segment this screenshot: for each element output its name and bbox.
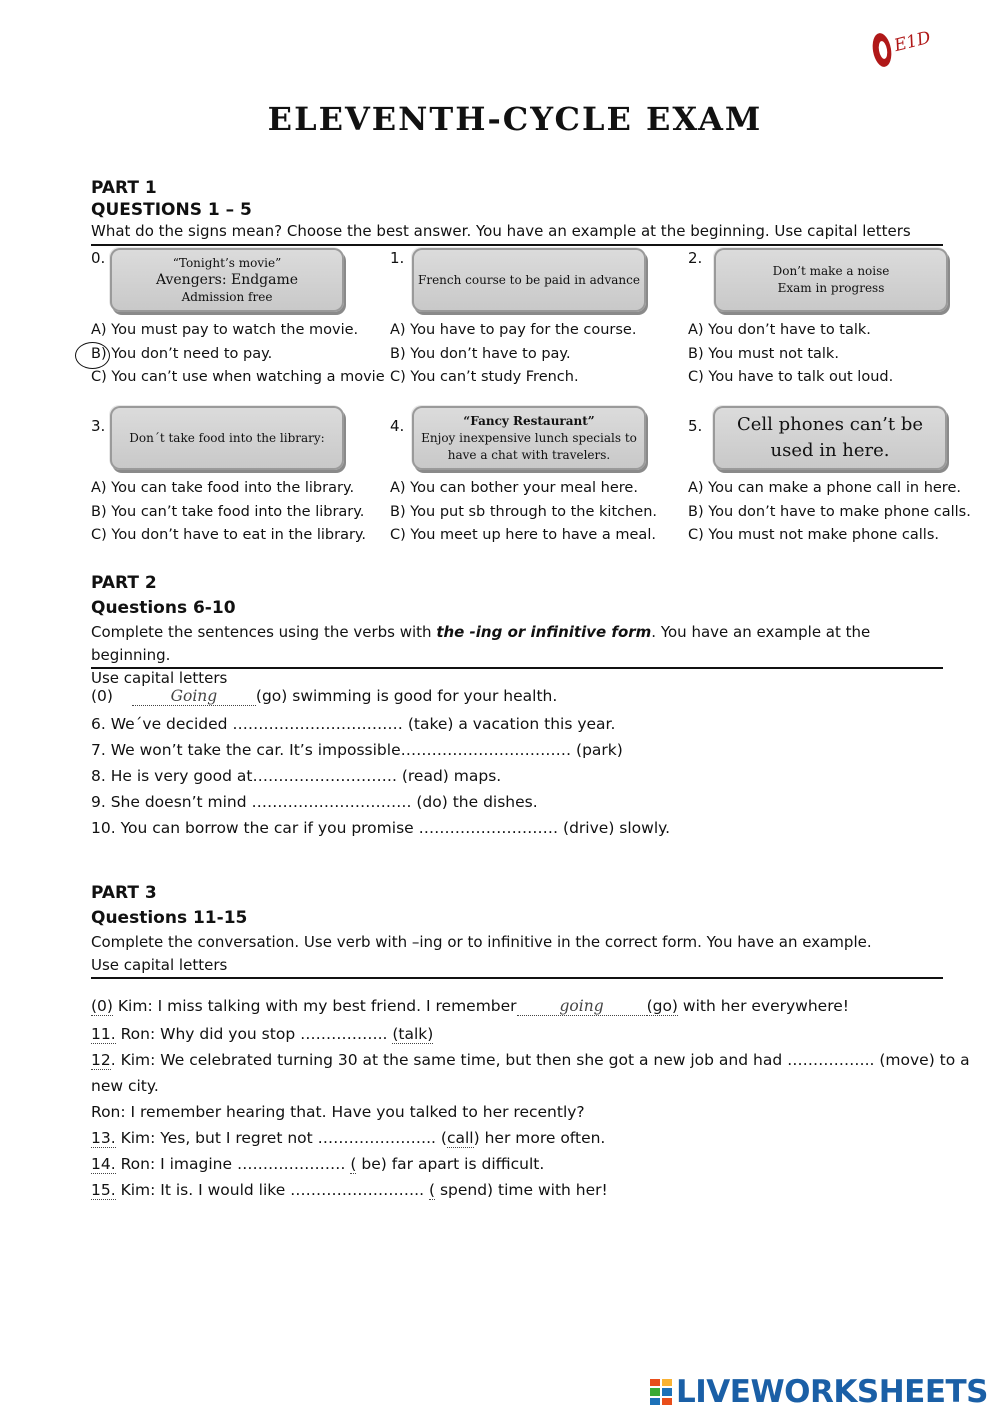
instr-text: . You have an example at the beginning. [91, 623, 871, 664]
sign-text: Exam in progress [777, 281, 885, 295]
divider [91, 244, 943, 246]
dialogue-line-ron: Ron: I remember hearing that. Have you talked to her recently? [91, 1103, 585, 1121]
dialogue-text: ) her more often. [473, 1129, 606, 1147]
verb-hint: ( [428, 1181, 436, 1199]
part2-instructions [91, 621, 941, 690]
verb-hint: ( [350, 1155, 357, 1173]
sign-4 [412, 406, 646, 470]
option-list [390, 477, 657, 548]
part2-subheading: Questions 6-10 [91, 598, 236, 618]
question-number: 1. [390, 249, 405, 267]
brand-name: LIVEWORKSHEETS [676, 1374, 988, 1410]
option-a[interactable]: A) You can bother your meal here. [390, 480, 638, 496]
liveworksheets-logo[interactable] [650, 1374, 988, 1410]
sign-text: Avengers: Endgame [155, 271, 299, 288]
option-c[interactable]: C) You can’t study French. [390, 369, 579, 385]
verb-hint: (talk) [392, 1025, 434, 1043]
dialogue-text: with her everywhere! [677, 997, 849, 1015]
sentence-9[interactable]: 9. She doesn’t mind …………………………. (do) the dishes. [91, 793, 538, 811]
option-list [91, 319, 385, 390]
verb-hint: (move) to a [879, 1051, 970, 1069]
dialogue-text: Kim: I miss talking with my best friend. I remember [112, 997, 517, 1015]
part1-instructions: What do the signs mean? Choose the best answer. You have an example at the beginning. Use capital letters [91, 222, 911, 240]
sign-text: Admission free [181, 289, 273, 304]
option-b[interactable]: B) You don’t need to pay. [91, 345, 273, 362]
dialogue-text: Ron: Why did you stop …………….. [115, 1025, 393, 1043]
dialogue-line-12[interactable] [91, 1051, 970, 1069]
option-a[interactable]: A) You have to pay for the course. [390, 322, 637, 338]
sign-text: used in here. [770, 440, 890, 461]
sentence-8[interactable]: 8. He is very good at………………………. (read) maps. [91, 767, 502, 785]
dialogue-text: Ron: I imagine ………………… [115, 1155, 351, 1173]
divider [91, 667, 943, 669]
sign-text: Don´t take food into the library: [129, 430, 325, 445]
question-number: 0. [91, 249, 106, 267]
dialogue-text: Kim: Yes, but I regret not ………………….. ( [115, 1129, 447, 1147]
option-list [91, 477, 366, 548]
example-text: (go) swimming is good for your health. [255, 687, 558, 705]
line-number: (0) [91, 997, 113, 1015]
option-b[interactable]: B) You don’t have to pay. [390, 345, 571, 362]
instr-emphasis: the -ing or infinitive form [436, 623, 652, 641]
dialogue-line-15[interactable] [91, 1181, 608, 1199]
sign-3 [110, 406, 344, 470]
dialogue-text: . Kim: We celebrated turning 30 at the same time, but then she got a new job and had …………….. [110, 1051, 880, 1069]
question-number: 5. [688, 417, 703, 435]
sentence-10[interactable]: 10. You can borrow the car if you promise ……………………… (drive) slowly. [91, 819, 671, 837]
option-b[interactable]: B) You put sb through to the kitchen. [390, 503, 658, 520]
line-number: 12 [91, 1051, 111, 1069]
option-b[interactable]: B) You must not talk. [688, 345, 839, 362]
verb-hint: (go) [646, 997, 678, 1015]
part1-heading: PART 1 [91, 178, 157, 198]
sentence-6[interactable]: 6. We´ve decided …………………………… (take) a vacation this year. [91, 715, 616, 733]
option-b[interactable]: B) You can’t take food into the library. [91, 503, 365, 520]
liveworksheets-logo-icon [650, 1379, 672, 1405]
question-number: 2. [688, 249, 703, 267]
svg-text:E1D: E1D [892, 27, 933, 57]
example-sentence [91, 687, 557, 706]
option-c[interactable]: C) You don’t have to eat in the library. [91, 527, 367, 543]
line-number: 13. [91, 1129, 116, 1147]
option-c[interactable]: C) You meet up here to have a meal. [390, 527, 656, 543]
sign-text: “Fancy Restaurant” [463, 413, 595, 428]
instr-text: Complete the sentences using the verbs with [91, 623, 437, 641]
part3-heading: PART 3 [91, 883, 157, 903]
example-answer: Going [132, 687, 256, 706]
instr-text: Use capital letters [91, 669, 228, 687]
sign-text: Enjoy inexpensive lunch specials to [421, 430, 637, 445]
example-answer: going [517, 997, 647, 1016]
instr-text: Use capital letters [91, 956, 228, 974]
ce1d-logo [868, 22, 948, 72]
sign-5 [713, 406, 947, 470]
sign-1 [412, 248, 646, 312]
part3-subheading: Questions 11-15 [91, 908, 248, 928]
divider [91, 977, 943, 979]
part3-instructions [91, 931, 941, 977]
option-c[interactable]: C) You can’t use when watching a movie [91, 369, 385, 385]
sign-2 [714, 248, 948, 312]
line-number: 11. [91, 1025, 116, 1043]
option-list [688, 319, 893, 390]
page-title: ELEVENTH-CYCLE EXAM [267, 100, 763, 138]
sign-text: “Tonight’s movie” [172, 255, 282, 270]
part1-subheading: QUESTIONS 1 – 5 [91, 200, 252, 220]
sentence-7[interactable]: 7. We won’t take the car. It’s impossible…………………………… (park) [91, 741, 623, 759]
option-a[interactable]: A) You must pay to watch the movie. [91, 322, 359, 338]
dialogue-text: Kim: It is. I would like …………………….. [115, 1181, 429, 1199]
question-number: 4. [390, 417, 405, 435]
example-number: (0) [91, 687, 113, 705]
option-list [390, 319, 636, 390]
question-number: 3. [91, 417, 106, 435]
sign-text: Cell phones can’t be [736, 414, 924, 435]
dialogue-example [91, 997, 849, 1016]
option-a[interactable]: A) You can make a phone call in here. [688, 480, 961, 496]
selected-answer-circle [75, 342, 110, 369]
dialogue-line-13[interactable] [91, 1129, 605, 1147]
option-c[interactable]: C) You have to talk out loud. [688, 369, 894, 385]
line-number: 15. [91, 1181, 116, 1199]
option-a[interactable]: A) You don’t have to talk. [688, 322, 871, 338]
dialogue-line-14[interactable] [91, 1155, 544, 1173]
option-a[interactable]: A) You can take food into the library. [91, 480, 355, 496]
sign-text: have a chat with travelers. [447, 447, 611, 462]
sign-text: French course to be paid in advance [418, 272, 640, 287]
dialogue-text: be) far apart is difficult. [356, 1155, 545, 1173]
option-c[interactable]: C) You must not make phone calls. [688, 527, 939, 543]
instr-text: Complete the conversation. Use verb with –ing or to infinitive in the correct form. You have an example. [91, 933, 872, 951]
sign-0 [110, 248, 344, 312]
option-list [688, 477, 971, 548]
verb-hint: call [446, 1129, 474, 1147]
sign-text: Don’t make a noise [772, 264, 890, 278]
option-b[interactable]: B) You don’t have to make phone calls. [688, 503, 971, 520]
line-number: 14. [91, 1155, 116, 1173]
dialogue-text: spend) time with her! [435, 1181, 608, 1199]
dialogue-line-11[interactable] [91, 1025, 433, 1043]
part2-heading: PART 2 [91, 573, 157, 593]
dialogue-line-12-cont: new city. [91, 1077, 159, 1095]
